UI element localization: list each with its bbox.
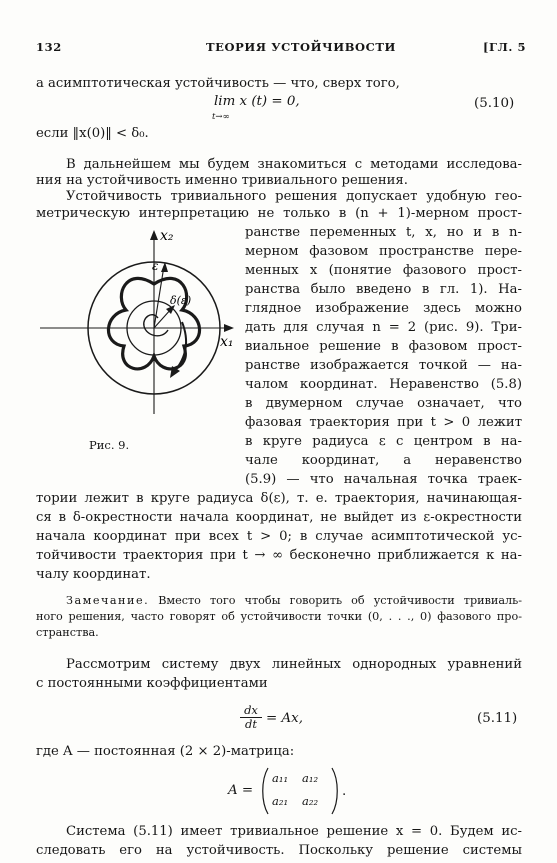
text-line: Система (5.11) имеет тривиальное решение x = 0. Будем ис- — [66, 824, 522, 839]
phase-portrait-figure — [34, 222, 244, 422]
text-line: а асимптотическая устойчивость — что, сверх того, — [36, 76, 400, 91]
text-line: с постоянными коэффициентами — [36, 676, 268, 691]
text-line: мерном фазовом пространстве пере- — [245, 244, 522, 259]
text-line: Рассмотрим систему двух линейных однородных уравнений — [66, 657, 522, 672]
matrix-a11: a₁₁ — [272, 771, 289, 785]
matrix-period: . — [342, 784, 347, 799]
text-line: ния на устойчивость именно тривиального решения. — [36, 173, 408, 188]
text-line: виальное решение в фазовом прост- — [245, 339, 522, 354]
remark-text: Вместо того чтобы говорить об устойчивости тривиаль- — [158, 594, 522, 607]
text-line: чале координат, а неравенство — [245, 453, 522, 468]
delta-label: δ(ε) — [170, 294, 192, 307]
text-line: ранстве переменных t, x, но и в n- — [245, 225, 522, 240]
fraction-denominator: dt — [240, 717, 262, 731]
x1-axis-label: x₁ — [220, 334, 234, 350]
derivative-fraction — [240, 704, 262, 731]
matrix-a12: a₁₂ — [302, 771, 319, 785]
remark-line — [66, 593, 522, 608]
text-line: чалу координат. — [36, 567, 151, 582]
text-line: тории лежит в круге радиуса δ(ε), т. е. траектория, начинающая- — [36, 491, 522, 506]
text-line: в круге радиуса ε с центром в на- — [245, 434, 522, 449]
text-line: метрическую интерпретацию не только в (n + 1)-мерном прост- — [36, 206, 522, 221]
text-line: ся в δ-окрестности начала координат, не выйдет из ε-окрестности — [36, 510, 522, 525]
text-line: (5.9) — что начальная точка траек- — [245, 472, 522, 487]
chapter-label: [ГЛ. 5 — [483, 40, 527, 54]
text-line: фазовая траектория при t > 0 лежит — [245, 415, 522, 430]
matrix-lhs: A = — [228, 783, 254, 798]
equation-5-10: lim x (t) = 0, — [214, 94, 300, 109]
remark-line: ного решения, часто говорят об устойчивости точки (0, . . ., 0) фазового про- — [36, 610, 522, 623]
text-line: в двумерном случае означает, что — [245, 396, 522, 411]
running-title: ТЕОРИЯ УСТОЙЧИВОСТИ — [206, 40, 397, 54]
equation-number: (5.11) — [477, 711, 518, 726]
text-line: следовать его на устойчивость. Поскольку решение системы — [36, 843, 522, 858]
text-line: дать для случая n = 2 (рис. 9). Три- — [245, 320, 522, 335]
text-line: В дальнейшем мы будем знакомиться с методами исследова- — [66, 157, 522, 172]
text-line: начала координат при всех t > 0; в случае асимптотической ус- — [36, 529, 522, 544]
remark-title: Замечание. — [66, 594, 150, 607]
matrix-a21: a₂₁ — [272, 794, 289, 808]
x2-axis-label: x₂ — [160, 228, 174, 244]
page-number: 132 — [36, 40, 62, 54]
text-line: если ‖x(0)‖ < δ₀. — [36, 126, 149, 141]
text-line: ранстве изображается точкой — на- — [245, 358, 522, 373]
text-line: где A — постоянная (2 × 2)-матрица: — [36, 744, 295, 759]
text-line: ранства было введено в гл. 1). На- — [245, 282, 522, 297]
figure-caption: Рис. 9. — [89, 438, 130, 452]
equation-limit-subscript: t→∞ — [212, 112, 230, 122]
equation-5-11-rhs: = Ax, — [266, 711, 303, 726]
text-line: Устойчивость тривиального решения допускает удобную гео- — [66, 189, 522, 204]
text-line: чалом координат. Неравенство (5.8) — [245, 377, 522, 392]
matrix-a22: a₂₂ — [302, 794, 319, 808]
text-line: менных x (понятие фазового прост- — [245, 263, 522, 278]
fraction-numerator: dx — [244, 703, 258, 717]
text-line: глядное изображение здесь можно — [245, 301, 522, 316]
equation-number: (5.10) — [474, 96, 515, 111]
remark-line: странства. — [36, 626, 99, 639]
text-line: тойчивости траектория при t → ∞ бесконечно приближается к на- — [36, 548, 522, 563]
epsilon-label: ε — [152, 259, 159, 273]
